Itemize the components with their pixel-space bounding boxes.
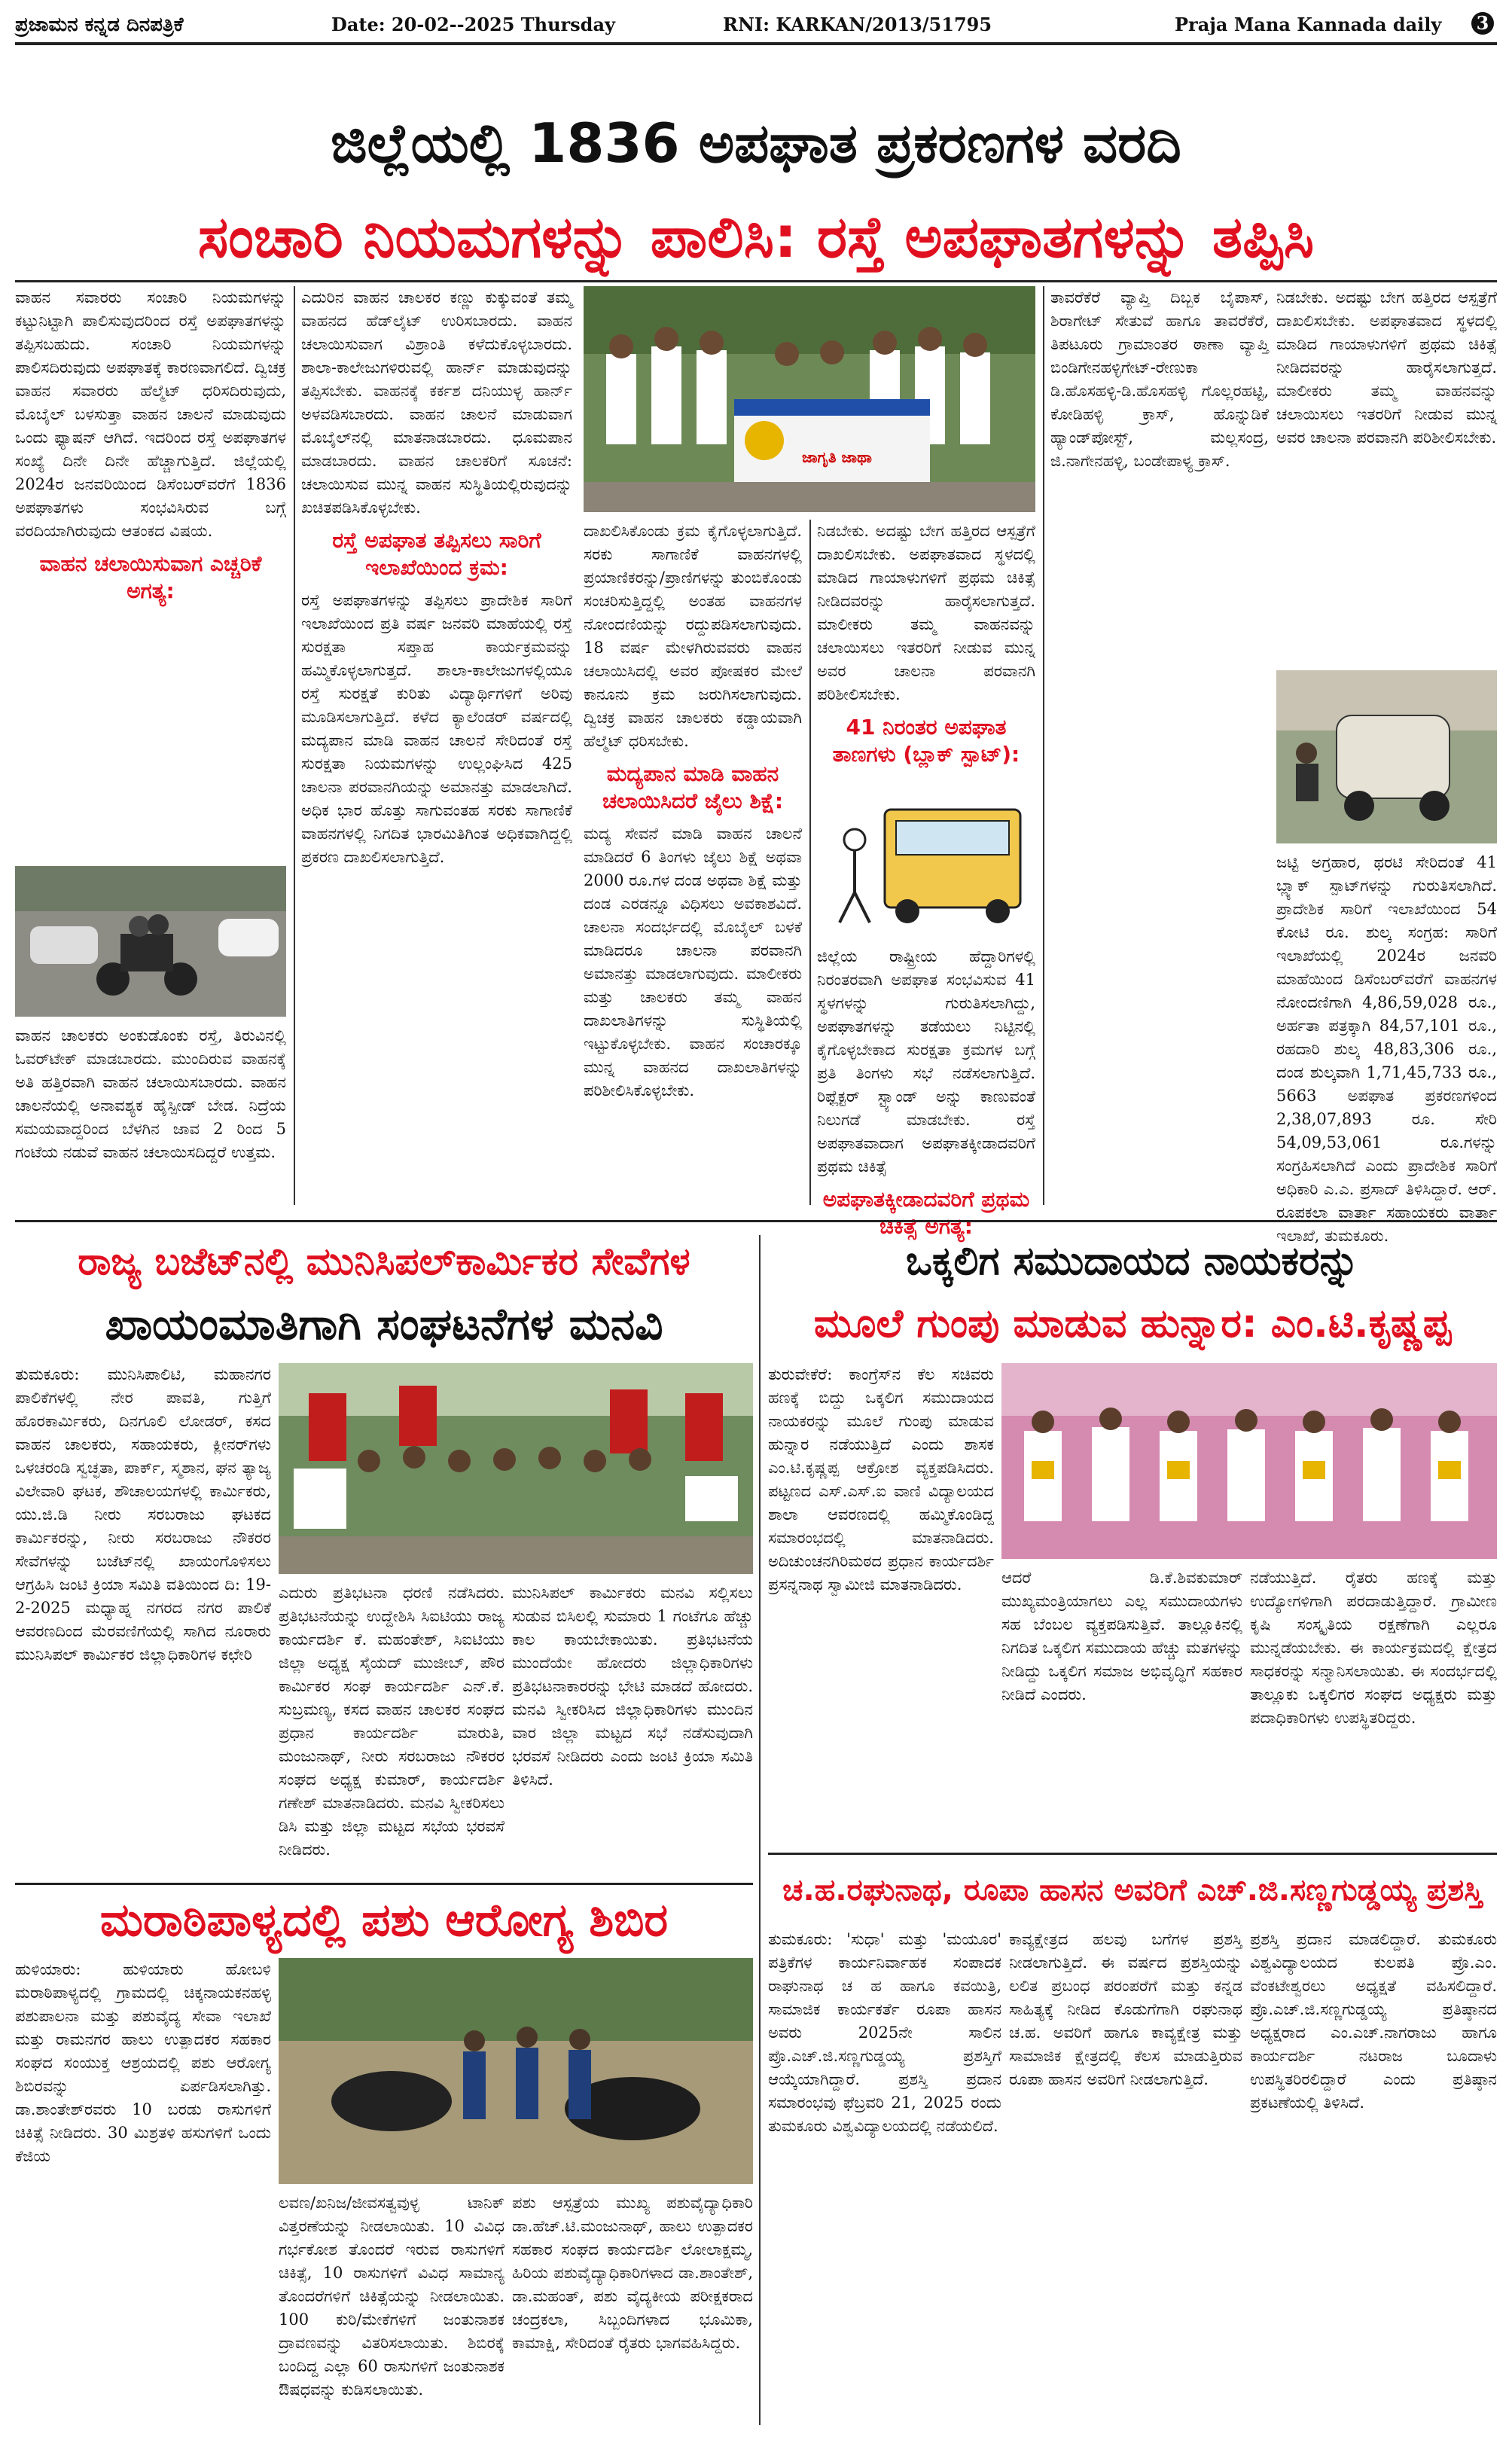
story3-col-3: ಪಶು ಆಸ್ಪತ್ರೆಯ ಮುಖ್ಯ ಪಶುವೈದ್ಯಾಧಿಕಾರಿ ಡಾ.ಹೆಚ್.ಟಿ.ಮಂಜುನಾಥ್, ಹಾಲು ಉತ್ಪಾದಕರ ಸಹಕಾರ ಸಂಘದ ಕಾರ್ಯದರ್ಶಿ ಲೋಲಾಕ್ಷಮ್ಮ, ಹಿರಿಯ ಪಶುವೈದ್ಯಾಧಿಕಾರಿಗಳಾದ ಡಾ.ಶಾಂತೇಶ್, ಡಾ.ಮಹಂತ್, ಪಶು ವೈದ್ಯಕೀಯ ಪರೀಕ್ಷಕರಾದ ಚಂದ್ರಕಲಾ, ಸಿಬ್ಬಂದಿಗಳಾದ ಭೂಮಿಕಾ, ಕಾಮಾಕ್ಷಿ, ಸೇರಿದಂತೆ ರೈತರು ಭಾಗವಹಿಸಿದ್ದರು. (512, 2194, 753, 2352)
story4-col-3: ನಡೆಯುತ್ತಿದೆ. ರೈತರು ಹಣಕ್ಕೆ ಮತ್ತು ಉದ್ಯೋಗಳಿಗಾಗಿ ಪರದಾಡುತ್ತಿದ್ದಾರೆ. ಗ್ರಾಮೀಣ ಕೃಷಿ ಸಂಸ್ಕೃತಿಯ ರಕ್ಷಣೆಗಾಗಿ ಎಲ್ಲರೂ ಮುನ್ನಡೆಯಬೇಕು. ಈ ಕಾರ್ಯಕ್ರಮದಲ್ಲಿ ಕ್ಷೇತ್ರದ ಸಾಧಕರನ್ನು ಸನ್ಮಾನಿಸಲಾಯಿತು. ಈ ಸಂದರ್ಭದಲ್ಲಿ ತಾಲ್ಲೂಕು ಒಕ್ಕಲಿಗರ ಸಂಘದ ಅಧ್ಯಕ್ಷರು ಮತ್ತು ಪದಾಧಿಕಾರಿಗಳು ಉಪಸ್ಥಿತರಿದ್ದರು. (1250, 1569, 1497, 1727)
story4-col-2: ಆದರೆ ಡಿ.ಕೆ.ಶಿವಕುಮಾರ್ ಮುಖ್ಯಮಂತ್ರಿಯಾಗಲು ಎಲ್ಲ ಸಮುದಾಯಗಳು ಸಹ ಬೆಂಬಲ ವ್ಯಕ್ತಪಡಿಸುತ್ತಿವೆ. ತಾಲ್ಲೂಕಿನಲ್ಲಿ ನಿಗದಿತ ಒಕ್ಕಲಿಗ ಸಮುದಾಯ ಹೆಚ್ಚು ಮತಗಳನ್ನು ನೀಡಿದ್ದು ಒಕ್ಕಲಿಗ ಸಮಾಜ ಅಭಿವೃದ್ಧಿಗೆ ಸಹಕಾರ ನೀಡಿದೆ ಎಂದರು. (1001, 1569, 1242, 1703)
lead-col-6 (1276, 286, 1497, 663)
story4-col-1: ತುರುವೇಕೆರೆ: ಕಾಂಗ್ರೆಸ್‌ನ ಕೆಲ ಸಚಿವರು ಹಣಕ್ಕೆ ಬಿದ್ದು ಒಕ್ಕಲಿಗ ಸಮುದಾಯದ ನಾಯಕರನ್ನು ಮೂಲೆ ಗುಂಪು ಮಾಡುವ ಹುನ್ನಾರ ನಡೆಯುತ್ತಿದೆ ಎಂದು ಶಾಸಕ ಎಂ.ಟಿ.ಕೃಷ್ಣಪ್ಪ ಆಕ್ರೋಶ ವ್ಯಕ್ತಪಡಿಸಿದರು. ಪಟ್ಟಣದ ಎಸ್.ಎಸ್.ಐ ವಾಣಿ ವಿದ್ಯಾಲಯದ ಶಾಲಾ ಆವರಣದಲ್ಲಿ ಹಮ್ಮಿಕೊಂಡಿದ್ದ ಸಮಾರಂಭದಲ್ಲಿ ಮಾತನಾಡಿದರು. ಅದಿಚುಂಚನಗಿರಿಮಠದ ಪ್ರಧಾನ ಕಾರ್ಯದರ್ಶಿ ಪ್ರಸನ್ನನಾಥ ಸ್ವಾಮೀಜಿ ಮಾತನಾಡಿದರು. (768, 1365, 994, 1594)
story2-headline1: ರಾಜ್ಯ ಬಜೆಟ್‌ನಲ್ಲಿ ಮುನಿಸಿಪಲ್‌ಕಾರ್ಮಿಕರ ಸೇವೆಗಳ (78, 1240, 690, 1283)
auto-rickshaw-photo (1276, 670, 1497, 843)
story2-col-1: ತುಮಕೂರು: ಮುನಿಸಿಪಾಲಿಟಿ, ಮಹಾನಗರ ಪಾಲಿಕೆಗಳಲ್ಲಿ ನೇರ ಪಾವತಿ, ಗುತ್ತಿಗೆ ಹೊರಕಾರ್ಮಿಕರು, ದಿನಗೂಲಿ ಲೋಡರ್, ಕಸದ ವಾಹನ ಚಾಲಕರು, ಸಹಾಯಕರು, ಕ್ಲೀನರ್‌ಗಳು ಒಳಚರಂಡಿ ಸ್ವಚ್ಛತಾ, ಪಾರ್ಕ್, ಸ್ಮಶಾನ, ಘನ ತ್ಯಾಜ್ಯ ವಿಲೇವಾರಿ ಘಟಕ, ಶೌಚಾಲಯಗಳಲ್ಲಿ ಕಾರ್ಮಿಕರು, ಯು.ಜಿ.ಡಿ ನೀರು ಸರಬರಾಜು ಘಟಕದ ಕಾರ್ಮಿಕರನ್ನು, ನೀರು ಸರಬರಾಜು ನೌಕರರ ಸೇವೆಗಳನ್ನು ಬಜೆಟ್‌ನಲ್ಲಿ ಖಾಯಂಗೊಳಿಸಲು ಆಗ್ರಹಿಸಿ ಜಂಟಿ ಕ್ರಿಯಾ ಸಮಿತಿ ವತಿಯಿಂದ ದಿ: 19-2-2025 ಮಧ್ಯಾಹ್ನ ನಗರದ ನಗರ ಪಾಲಿಕೆ ಆವರಣದಿಂದ ಮೆರವಣಿಗೆಯಲ್ಲಿ ಸಾಗಿದ ನೂರಾರು ಮುನಿಸಿಪಲ್ ಕಾರ್ಮಿಕರ ಜಿಲ್ಲಾಧಿಕಾರಿಗಳ ಕಛೇರಿ (15, 1365, 271, 1664)
lead-subhead-3: ಮದ್ಯಪಾನ ಮಾಡಿ ವಾಹನ ಚಲಾಯಿಸಿದರೆ ಜೈಲು ಶಿಕ್ಷೆ: (602, 761, 784, 813)
lead-col6b-text: ಜಟ್ಟಿ ಅಗ್ರಹಾರ, ಥರಟಿ ಸೇರಿದಂತೆ 41 ಬ್ಲ್ಯಾಕ್ ಸ್ಪಾಟ್‌ಗಳನ್ನು ಗುರುತಿಸಲಾಗಿದೆ. ಪ್ರಾದೇಶಿಕ ಸಾರಿಗೆ ಇಲಾಖೆಯಿಂದ 54 ಕೋಟಿ ರೂ. ಶುಲ್ಕ ಸಂಗ್ರಹ: ಸಾರಿಗೆ ಇಲಾಖೆಯಲ್ಲಿ 2024ರ ಜನವರಿ ಮಾಹೆಯಿಂದ ಡಿಸೆಂಬರ್‌ವರೆಗೆ ವಾಹನಗಳ ನೋಂದಣಿಗಾಗಿ 4,86,59,028 ರೂ., ಅರ್ಹತಾ ಪತ್ರಕ್ಕಾಗಿ 84,57,101 ರೂ., ರಹದಾರಿ ಶುಲ್ಕ 48,83,306 ರೂ., ದಂಡ ಶುಲ್ಕವಾಗಿ 1,71,45,733 ರೂ., 5663 ಅಪಘಾತ ಪ್ರಕರಣಗಳಿಂದ 2,38,07,893 ರೂ. ಸೇರಿ 54,09,53,061 ರೂ.ಗಳನ್ನು ಸಂಗ್ರಹಿಸಲಾಗಿದೆ ಎಂದು ಪ್ರಾದೇಶಿಕ ಸಾರಿಗೆ ಅಧಿಕಾರಿ ಎ.ಎ. ಪ್ರಸಾದ್ ತಿಳಿಸಿದ್ದಾರೆ. ಆರ್. ರೂಪಕಲಾ ವಾರ್ತಾ ಸಹಾಯಕರು ವಾರ್ತಾ ಇಲಾಖೆ, ತುಮಕೂರು. (1276, 853, 1497, 1245)
story2-col-3: ಮುನಿಸಿಪಲ್ ಕಾರ್ಮಿಕರು ಮನವಿ ಸಲ್ಲಿಸಲು ಸುಡುವ ಬಿಸಿಲಲ್ಲಿ ಸುಮಾರು 1 ಗಂಟೆಗೂ ಹೆಚ್ಚು ಕಾಲ ಕಾಯಬೇಕಾಯಿತು. ಪ್ರತಿಭಟನೆಯ ಮುಂದೆಯೇ ಹೋದರು ಜಿಲ್ಲಾಧಿಕಾರಿಗಳು ಪ್ರತಿಭಟನಾಕಾರರನ್ನು ಭೇಟಿ ಮಾಡದೆ ಹೋದರು. ಮನವಿ ಸ್ವೀಕರಿಸಿದ ಜಿಲ್ಲಾಧಿಕಾರಿಗಳು ಮುಂದಿನ ವಾರ ಜಿಲ್ಲಾ ಮಟ್ಟದ ಸಭೆ ನಡೆಸುವುದಾಗಿ ಭರವಸೆ ನೀಡಿದರು ಎಂದು ಜಂಟಿ ಕ್ರಿಯಾ ಸಮಿತಿ ತಿಳಿಸಿದೆ. (512, 1584, 753, 1789)
story5-col-1: ತುಮಕೂರು: 'ಸುಧಾ' ಮತ್ತು 'ಮಯೂರ' ಪತ್ರಿಕೆಗಳ ಕಾರ್ಯನಿರ್ವಾಹಕ ಸಂಪಾದಕ ರಾಘುನಾಥ ಚ ಹ ಹಾಗೂ ಕವಯಿತ್ರಿ, ಸಾಮಾಜಿಕ ಕಾರ್ಯಕರ್ತೆ ರೂಪಾ ಹಾಸನ ಅವರು 2025ನೇ ಸಾಲಿನ ಪ್ರೊ.ಎಚ್.ಜಿ.ಸಣ್ಣಗುಡ್ಡಯ್ಯ ಪ್ರಶಸ್ತಿಗೆ ಆಯ್ಕೆಯಾಗಿದ್ದಾರೆ. ಪ್ರಶಸ್ತಿ ಪ್ರದಾನ ಸಮಾರಂಭವು ಫೆಬ್ರವರಿ 21, 2025 ರಂದು ತುಮಕೂರು ವಿಶ್ವವಿದ್ಯಾಲಯದಲ್ಲಿ ನಡೆಯಲಿದೆ. (768, 1930, 1001, 2135)
lead-col2b-text: ರಸ್ತೆ ಅಪಘಾತಗಳನ್ನು ತಪ್ಪಿಸಲು ಪ್ರಾದೇಶಿಕ ಸಾರಿಗೆ ಇಲಾಖೆಯಿಂದ ಪ್ರತಿ ವರ್ಷ ಜನವರಿ ಮಾಹೆಯಲ್ಲಿ ರಸ್ತೆ ಸುರಕ್ಷತಾ ಸಪ್ತಾಹ ಕಾರ್ಯಕ್ರಮವನ್ನು ಹಮ್ಮಿಕೊಳ್ಳಲಾಗುತ್ತದೆ. ಶಾಲಾ-ಕಾಲೇಜುಗಳಲ್ಲಿಯೂ ರಸ್ತೆ ಸುರಕ್ಷತೆ ಕುರಿತು ವಿದ್ಯಾರ್ಥಿಗಳಿಗೆ ಅರಿವು ಮೂಡಿಸಲಾಗುತ್ತಿದೆ. ಕಳೆದ ಕ್ಯಾಲೆಂಡರ್ ವರ್ಷದಲ್ಲಿ ಮದ್ಯಪಾನ ಮಾಡಿ ವಾಹನ ಚಾಲನೆ ಸೇರಿದಂತೆ ರಸ್ತೆ ಸುರಕ್ಷತಾ ನಿಯಮಗಳನ್ನು ಉಲ್ಲಂಘಿಸಿದ 425 ಚಾಲನಾ ಪರವಾನಗಿಯನ್ನು ಅಮಾನತ್ತು ಮಾಡಲಾಗಿದೆ. ಅಧಿಕ ಭಾರ ಹೊತ್ತು ಸಾಗುವಂತಹ ಸರಕು ಸಾಗಾಣಿಕೆ ವಾಹನಗಳಲ್ಲಿ ನಿಗದಿತ ಭಾರಮಿತಿಗಿಂತ ಅಧಿಕವಾಗಿದ್ದಲ್ಲಿ ಪ್ರಕರಣ ದಾಖಲಿಸಲಾಗುತ್ತಿದೆ. (301, 591, 572, 866)
lead-col-4b (817, 945, 1035, 1239)
masthead: ಪ್ರಜಾಮನ ಕನ್ನಡ ದಿನಪತ್ರಿಕೆ (15, 14, 184, 36)
lead-col-2 (301, 286, 572, 1205)
lead-col-4 (817, 520, 1035, 783)
page-header (15, 9, 1497, 45)
page-number: 3 (1471, 12, 1494, 35)
rally-photo-image (584, 286, 1035, 512)
story4-headline2: ಮೂಲೆ ಗುಂಪು ಮಾಡುವ ಹುನ್ನಾರ: ಎಂ.ಟಿ.ಕೃಷ್ಣಪ್ಪ (813, 1301, 1452, 1347)
lead-subhead-4: 41 ನಿರಂತರ ಅಪಘಾತ ತಾಣಗಳು (ಬ್ಲಾಕ್ ಸ್ಪಾಟ್): (832, 715, 1020, 767)
lead-col6-text: ನಿಡಬೇಕು. ಅದಷ್ಟು ಬೇಗ ಹತ್ತಿರದ ಆಸ್ಪತ್ರೆಗೆ ದಾಖಲಿಸಬೇಕು. ಅಪಘಾತವಾದ ಸ್ಥಳದಲ್ಲಿ ಮಾಡಿದ ಗಾಯಾಳುಗಳಿಗೆ ಪ್ರಥಮ ಚಿಕಿತ್ಸೆ ನೀಡಿದವರನ್ನು ಹಾರೈಸಲಾಗುತ್ತದೆ. ಮಾಲೀಕರು ತಮ್ಮ ವಾಹನವನ್ನು ಚಲಾಯಿಸಲು ಇತರರಿಗೆ ನೀಡುವ ಮುನ್ನ ಅವರ ಚಾಲನಾ ಪರವಾನಗಿ ಪರಿಶೀಲಿಸಬೇಕು. (1276, 288, 1497, 447)
divider (768, 1853, 1497, 1855)
lead-headline: ಸಂಚಾರಿ ನಿಯಮಗಳನ್ನು ಪಾಲಿಸಿ: ರಸ್ತೆ ಅಪಘಾತಗಳನ್ನು ತಪ್ಪಿಸಿ (197, 203, 1315, 270)
lead-col-1 (15, 286, 286, 866)
traffic-photo (15, 866, 286, 1017)
issue-date: Date: 20-02--2025 Thursday (331, 14, 615, 35)
story2-headline2: ಖಾಯಂಮಾತಿಗಾಗಿ ಸಂಘಟನೆಗಳ ಮನವಿ (105, 1298, 663, 1350)
felicitation-photo (1001, 1363, 1497, 1559)
bus-illustration (817, 787, 1035, 938)
lead-col3b-text: ಮದ್ಯ ಸೇವನೆ ಮಾಡಿ ವಾಹನ ಚಾಲನೆ ಮಾಡಿದರೆ 6 ತಿಂಗಳು ಜೈಲು ಶಿಕ್ಷೆ ಅಥವಾ 2000 ರೂ.ಗಳ ದಂಡ ಅಥವಾ ಶಿಕ್ಷೆ ಮತ್ತು ದಂಡ ಎರಡನ್ನೂ ವಿಧಿಸಲು ಅವಕಾಶವಿದೆ. ಚಾಲನಾ ಸಂದರ್ಭದಲ್ಲಿ ಮೊಬೈಲ್ ಬಳಕೆ ಮಾಡಿದರೂ ಚಾಲನಾ ಪರವಾನಗಿ ಅಮಾನತ್ತು ಮಾಡಲಾಗುವುದು. ಮಾಲೀಕರು ಮತ್ತು ಚಾಲಕರು ತಮ್ಮ ವಾಹನ ದಾಖಲಾತಿಗಳನ್ನು ಸುಸ್ಥಿತಿಯಲ್ಲಿ ಇಟ್ಟುಕೊಳ್ಳಬೇಕು. ವಾಹನ ಸಂಚಾರಕ್ಕೂ ಮುನ್ನ ವಾಹನದ ದಾಖಲಾತಿಗಳನ್ನು ಪರಿಶೀಲಿಸಿಕೊಳ್ಳಬೇಕು. (584, 825, 802, 1100)
story4-headline1: ಒಕ್ಕಲಿಗ ಸಮುದಾಯದ ನಾಯಕರನ್ನು (906, 1239, 1359, 1284)
awareness-rally-photo (584, 286, 1035, 512)
divider (15, 280, 1497, 282)
lead-kicker: ಜಿಲ್ಲೆಯಲ್ಲಿ 1836 ಅಪಘಾತ ಪ್ರಕರಣಗಳ ವರದಿ (331, 111, 1181, 175)
column-rule (759, 1235, 761, 2425)
cattle-photo-image (279, 1958, 753, 2184)
auto-photo-image (1276, 670, 1497, 843)
lead-col2-text: ಎದುರಿನ ವಾಹನ ಚಾಲಕರ ಕಣ್ಣು ಕುಕ್ಕುವಂತೆ ತಮ್ಮ ವಾಹನದ ಹೆಡ್‌ಲೈಟ್ ಉರಿಸಬಾರದು. ವಾಹನ ಚಲಾಯಿಸುವಾಗ ವಿಶ್ರಾಂತಿ ಕಳೆದುಕೊಳ್ಳಬಾರದು. ಶಾಲಾ-ಕಾಲೇಜುಗಳಿರುವಲ್ಲಿ ಹಾರ್ನ್ ಮಾಡುವುದನ್ನು ತಪ್ಪಿಸಬೇಕು. ವಾಹನಕ್ಕೆ ಕರ್ಕಶ ದನಿಯುಳ್ಳ ಹಾರ್ನ್ ಅಳವಡಿಸಬಾರದು. ವಾಹನ ಚಾಲನೆ ಮಾಡುವಾಗ ಮೊಬೈಲ್‌ನಲ್ಲಿ ಮಾತನಾಡಬಾರದು. ಧೂಮಪಾನ ಮಾಡಬಾರದು. ವಾಹನ ಚಾಲಕರಿಗೆ ಸೂಚನೆ: ಚಲಾಯಿಸುವ ಮುನ್ನ ವಾಹನ ಸುಸ್ಥಿತಿಯಲ್ಲಿರುವುದನ್ನು ಖಚಿತಪಡಿಸಿಕೊಳ್ಳಬೇಕು. (301, 288, 572, 517)
lead-col4-text: ನಿಡಬೇಕು. ಅದಷ್ಟು ಬೇಗ ಹತ್ತಿರದ ಆಸ್ಪತ್ರೆಗೆ ದಾಖಲಿಸಬೇಕು. ಅಪಘಾತವಾದ ಸ್ಥಳದಲ್ಲಿ ಮಾಡಿದ ಗಾಯಾಳುಗಳಿಗೆ ಪ್ರಥಮ ಚಿಕಿತ್ಸೆ ನೀಡಿದವರನ್ನು ಹಾರೈಸಲಾಗುತ್ತದೆ. ಮಾಲೀಕರು ತಮ್ಮ ವಾಹನವನ್ನು ಚಲಾಯಿಸಲು ಇತರರಿಗೆ ನೀಡುವ ಮುನ್ನ ಅವರ ಚಾಲನಾ ಪರವಾನಗಿ ಪರಿಶೀಲಿಸಬೇಕು. (817, 522, 1035, 703)
felicitation-photo-image (1001, 1363, 1497, 1559)
column-rule (1043, 286, 1044, 1205)
protest-photo (279, 1363, 753, 1574)
story5-col-3: ಪ್ರಶಸ್ತಿ ಪ್ರದಾನ ಮಾಡಲಿದ್ದಾರೆ. ತುಮಕೂರು ವಿಶ್ವವಿದ್ಯಾಲಯದ ಕುಲಪತಿ ಪ್ರೊ.ಎಂ. ವೆಂಕಟೇಶ್ವರಲು ಅಧ್ಯಕ್ಷತೆ ವಹಿಸಲಿದ್ದಾರೆ. ಪ್ರೊ.ಎಚ್.ಜಿ.ಸಣ್ಣಗುಡ್ಡಯ್ಯ ಪ್ರತಿಷ್ಠಾನದ ಅಧ್ಯಕ್ಷರಾದ ಎಂ.ಎಚ್.ನಾಗರಾಜು ಹಾಗೂ ಕಾರ್ಯದರ್ಶಿ ನಟರಾಜ ಬೂದಾಳು ಉಪಸ್ಥಿತರಿರಲಿದ್ದಾರೆ ಎಂದು ಪ್ರತಿಷ್ಠಾನ ಪ್ರಕಟಣೆಯಲ್ಲಿ ತಿಳಿಸಿದೆ. (1250, 1930, 1497, 2112)
lead-col-6b (1276, 851, 1497, 1245)
lead-col-1b: ವಾಹನ ಚಾಲಕರು ಅಂಕುಡೊಂಕು ರಸ್ತೆ, ತಿರುವಿನಲ್ಲಿ ಓವರ್‌ಟೇಕ್ ಮಾಡಬಾರದು. ಮುಂದಿರುವ ವಾಹನಕ್ಕೆ ಅತಿ ಹತ್ತಿರವಾಗಿ ವಾಹನ ಚಲಾಯಿಸಬಾರದು. ವಾಹನ ಚಾಲನೆಯಲ್ಲಿ ಅನಾವಶ್ಯಕ ಹೈಸ್ಪೀಡ್ ಬೇಡ. ನಿದ್ರೆಯ ಸಮಯವಾದ್ದರಿಂದ ಬೆಳಗಿನ ಜಾವ 2 ರಿಂದ 5 ಗಂಟೆಯ ನಡುವೆ ವಾಹನ ಚಲಾಯಿಸದಿದ್ದರೆ ಉತ್ತಮ. (15, 1026, 286, 1161)
paper-name: Praja Mana Kannada daily (1175, 14, 1442, 35)
bus-illustration-image (817, 787, 1035, 938)
traffic-photo-image (15, 866, 286, 1017)
lead-col1-text: ವಾಹನ ಸವಾರರು ಸಂಚಾರಿ ನಿಯಮಗಳನ್ನು ಕಟ್ಟುನಿಟ್ಟಾಗಿ ಪಾಲಿಸುವುದರಿಂದ ರಸ್ತೆ ಅಪಘಾತಗಳನ್ನು ತಪ್ಪಿಸಬಹುದು. ಸಂಚಾರಿ ನಿಯಮಗಳನ್ನು ಪಾಲಿಸದಿರುವುದು ಅಪಘಾತಕ್ಕೆ ಕಾರಣವಾಗಲಿದೆ. ದ್ವಿಚಕ್ರ ವಾಹನ ಸವಾರರು ಹೆಲ್ಮೆಟ್ ಧರಿಸದಿರುವುದು, ಮೊಬೈಲ್ ಬಳಸುತ್ತಾ ವಾಹನ ಚಾಲನೆ ಮಾಡುವುದು ಒಂದು ಫ್ಯಾಷನ್ ಆಗಿದೆ. ಇದರಿಂದ ರಸ್ತೆ ಅಪಘಾತಗಳ ಸಂಖ್ಯೆ ದಿನೇ ದಿನೇ ಹೆಚ್ಚಾಗುತ್ತಿದೆ. ಜಿಲ್ಲೆಯಲ್ಲಿ 2024ರ ಜನವರಿಯಿಂದ ಡಿಸೆಂಬರ್‌ವರೆಗೆ 1836 ಅಪಘಾತಗಳು ಸಂಭವಿಸಿರುವ ಬಗ್ಗೆ ವರದಿಯಾಗಿರುವುದು ಆತಂಕದ ವಿಷಯ. (15, 288, 286, 540)
story3-headline: ಮರಾಠಿಪಾಳ್ಯದಲ್ಲಿ ಪಶು ಆರೋಗ್ಯ ಶಿಬಿರ (99, 1894, 669, 1947)
story5-headline: ಚ.ಹ.ರಘುನಾಥ, ರೂಪಾ ಹಾಸನ ಅವರಿಗೆ ಎಚ್.ಜಿ.ಸಣ್ಣಗುಡ್ಡಯ್ಯ ಪ್ರಶಸ್ತಿ (782, 1873, 1483, 1908)
lead-col3-text: ದಾಖಲಿಸಿಕೊಂಡು ಕ್ರಮ ಕೈಗೊಳ್ಳಲಾಗುತ್ತಿದೆ. ಸರಕು ಸಾಗಾಣಿಕೆ ವಾಹನಗಳಲ್ಲಿ ಪ್ರಯಾಣಿಕರನ್ನು/ಪ್ರಾಣಿಗಳನ್ನು ತುಂಬಿಕೊಂಡು ಸಂಚರಿಸುತ್ತಿದ್ದಲ್ಲಿ ಅಂತಹ ವಾಹನಗಳ ನೋಂದಣಿಯನ್ನು ರದ್ದುಪಡಿಸಲಾಗುವುದು. 18 ವರ್ಷ ಮೇಳಗಿರುವವರು ವಾಹನ ಚಲಾಯಿಸಿದಲ್ಲಿ ಅವರ ಪೋಷಕರ ಮೇಲೆ ಕಾನೂನು ಕ್ರಮ ಜರುಗಿಸಲಾಗುವುದು. ದ್ವಿಚಕ್ರ ವಾಹನ ಚಾಲಕರು ಕಡ್ಡಾಯವಾಗಿ ಹೆಲ್ಮೆಟ್ ಧರಿಸಬೇಕು. (584, 522, 802, 750)
rni-number: RNI: KARKAN/2013/51795 (723, 14, 992, 35)
lead-subhead-5: ಅಪಘಾತಕ್ಕೀಡಾದವರಿಗೆ ಪ್ರಥಮ ಚಿಕಿತ್ಸೆ ಅಗತ್ಯ: (822, 1187, 1030, 1239)
lead-col4b-text: ಜಿಲ್ಲೆಯ ರಾಷ್ಟ್ರೀಯ ಹೆದ್ದಾರಿಗಳಲ್ಲಿ ನಿರಂತರವಾಗಿ ಅಪಘಾತ ಸಂಭವಿಸುವ 41 ಸ್ಥಳಗಳನ್ನು ಗುರುತಿಸಲಾಗಿದ್ದು, ಅಪಘಾತಗಳನ್ನು ತಡೆಯಲು ನಿಟ್ಟಿನಲ್ಲಿ ಕೈಗೊಳ್ಳಬೇಕಾದ ಸುರಕ್ಷತಾ ಕ್ರಮಗಳ ಬಗ್ಗೆ ಪ್ರತಿ ತಿಂಗಳು ಸಭೆ ನಡೆಸಲಾಗುತ್ತಿದೆ. ರಿಫ್ಲೆಕ್ಟರ್ ಸ್ಟ್ಯಾಂಡ್ ಅನ್ನು ಕಾಣುವಂತೆ ನಿಲುಗಡೆ ಮಾಡಬೇಕು. ರಸ್ತೆ ಅಪಘಾತವಾದಾಗ ಅಪಘಾತಕ್ಕೀಡಾದವರಿಗೆ ಪ್ರಥಮ ಚಿಕಿತ್ಸೆ (817, 947, 1035, 1176)
story3-col-2: ಲವಣ/ಖನಿಜ/ಜೀವಸತ್ವವುಳ್ಳ ಟಾನಿಕ್ ವಿತ್ತರಣೆಯನ್ನು ನೀಡಲಾಯಿತು. 10 ವಿವಿಧ ಗರ್ಭಕೋಶ ತೊಂದರೆ ಇರುವ ರಾಸುಗಳಿಗೆ ಚಿಕಿತ್ಸೆ, 10 ರಾಸುಗಳಿಗೆ ವಿವಿಧ ಸಾಮಾನ್ಯ ತೊಂದರೆಗಳಿಗೆ ಚಿಕಿತ್ಸೆಯನ್ನು ನೀಡಲಾಯಿತು. 100 ಕುರಿ/ಮೇಕೆಗಳಿಗೆ ಜಂತುನಾಶಕ ದ್ರಾವಣವನ್ನು ವಿತರಿಸಲಾಯಿತು. ಶಿಬಿರಕ್ಕೆ ಬಂದಿದ್ದ ಎಲ್ಲಾ 60 ರಾಸುಗಳಿಗೆ ಜಂತುನಾಶಕ ಔಷಧವನ್ನು ಕುಡಿಸಲಾಯಿತು. (279, 2194, 505, 2399)
banner-caption: ಜಾಗೃತಿ ಜಾಥಾ (802, 448, 872, 466)
divider (15, 1220, 1497, 1222)
cattle-camp-photo (279, 1958, 753, 2184)
lead-subhead-1: ವಾಹನ ಚಲಾಯಿಸುವಾಗ ಎಚ್ಚರಿಕೆ ಅಗತ್ಯ: (39, 551, 262, 603)
lead-subhead-2: ರಸ್ತೆ ಅಪಘಾತ ತಪ್ಪಿಸಲು ಸಾರಿಗೆ ಇಲಾಖೆಯಿಂದ ಕ್ರಮ: (332, 528, 541, 580)
divider (15, 1883, 753, 1885)
column-rule (809, 520, 811, 1205)
story5-col-2: ಕಾವ್ಯಕ್ಷೇತ್ರದ ಹಲವು ಬಗೆಗಳ ಪ್ರಶಸ್ತಿ ನೀಡಲಾಗುತ್ತಿದೆ. ಈ ವರ್ಷದ ಪ್ರಶಸ್ತಿಯನ್ನು ಲಲಿತ ಪ್ರಬಂಧ ಪರಂಪರೆಗೆ ಮತ್ತು ಕನ್ನಡ ಸಾಹಿತ್ಯಕ್ಕೆ ನೀಡಿದ ಕೊಡುಗೆಗಾಗಿ ರಘುನಾಥ ಚ.ಹ. ಅವರಿಗೆ ಹಾಗೂ ಕಾವ್ಯಕ್ಷೇತ್ರ ಮತ್ತು ಸಾಮಾಜಿಕ ಕ್ಷೇತ್ರದಲ್ಲಿ ಕೆಲಸ ಮಾಡುತ್ತಿರುವ ರೂಪಾ ಹಾಸನ ಅವರಿಗೆ ನೀಡಲಾಗುತ್ತಿದೆ. (1009, 1930, 1242, 2088)
story3-col-1: ಹುಳಿಯಾರು: ಹುಳಿಯಾರು ಹೋಬಳಿ ಮರಾಠಿಪಾಳ್ಯದಲ್ಲಿ ಗ್ರಾಮದಲ್ಲಿ ಚಿಕ್ಕನಾಯಕನಹಳ್ಳಿ ಪಶುಪಾಲನಾ ಮತ್ತು ಪಶುವೈದ್ಯ ಸೇವಾ ಇಲಾಖೆ ಮತ್ತು ರಾಮನಗರ ಹಾಲು ಉತ್ಪಾದಕರ ಸಹಕಾರ ಸಂಘದ ಸಂಯುಕ್ತ ಆಶ್ರಯದಲ್ಲಿ ಪಶು ಆರೋಗ್ಯ ಶಿಬಿರವನ್ನು ಏರ್ಪಡಿಸಲಾಗಿತ್ತು. ಡಾ.ಶಾಂತೇಶ್‌ರವರು 10 ಬರಡು ರಾಸುಗಳಿಗೆ ಚಿಕಿತ್ಸೆ ನೀಡಿದರು. 30 ಮಿಶ್ರತಳಿ ಹಸುಗಳಿಗೆ ಒಂದು ಕೆಜಿಯ (15, 1960, 271, 2165)
story2-col-2: ಎದುರು ಪ್ರತಿಭಟನಾ ಧರಣಿ ನಡೆಸಿದರು. ಪ್ರತಿಭಟನೆಯನ್ನು ಉದ್ದೇಶಿಸಿ ಸಿಐಟಿಯು ರಾಜ್ಯ ಕಾರ್ಯದರ್ಶಿ ಕೆ. ಮಹಂತೇಶ್, ಸಿಐಟಿಯು ಜಿಲ್ಲಾ ಅಧ್ಯಕ್ಷ ಸೈಯದ್ ಮುಜೀಬ್, ಪೌರ ಕಾರ್ಮಿಕರ ಸಂಘ ಕಾರ್ಯದರ್ಶಿ ಎನ್.ಕೆ. ಸುಬ್ರಮಣ್ಯ, ಕಸದ ವಾಹನ ಚಾಲಕರ ಸಂಘದ ಪ್ರಧಾನ ಕಾರ್ಯದರ್ಶಿ ಮಾರುತಿ, ಮಂಜುನಾಥ್, ನೀರು ಸರಬರಾಜು ನೌಕರರ ಸಂಘದ ಅಧ್ಯಕ್ಷ ಕುಮಾರ್, ಕಾರ್ಯದರ್ಶಿ ಗಣೇಶ್ ಮಾತನಾಡಿದರು. ಮನವಿ ಸ್ವೀಕರಿಸಲು ಡಿಸಿ ಮತ್ತು ಜಿಲ್ಲಾ ಮಟ್ಟದ ಸಭೆಯ ಭರವಸೆ ನೀಡಿದರು. (279, 1584, 505, 1859)
column-rule (294, 286, 295, 1205)
lead-col-3 (584, 520, 802, 1205)
protest-photo-image (279, 1363, 753, 1574)
lead-col-5: ತಾವರೆಕೆರೆ ವ್ಯಾಪ್ತಿ ದಿಬ್ಬಕ ಬೈಪಾಸ್, ಶಿರಾಗೇಟ್ ಸೇತುವೆ ಹಾಗೂ ತಾವರೆಕೆರೆ, ತಿಪಟೂರು ಗ್ರಾಮಾಂತರ ಠಾಣಾ ವ್ಯಾಪ್ತಿ ಬಿಂಡಿಗೇನಹಳ್ಳಿಗೇಟ್-ರೇಣುಕಾ ಡಿ.ಹೊಸಹಳ್ಳಿ-ಡಿ.ಹೊಸಹಳ್ಳಿ ಗೊಲ್ಲರಹಟ್ಟಿ, ಕೋಡಿಹಳ್ಳಿ ಕ್ರಾಸ್, ಹೊನ್ನುಡಿಕೆ ಹ್ಯಾಂಡ್‌ಪೋಸ್ಟ್, ಮಲ್ಲಸಂದ್ರ, ಜಿ.ನಾಗೇನಹಳ್ಳಿ, ಬಂಡೇಪಾಳ್ಯ ಕ್ರಾಸ್. (1050, 288, 1269, 470)
